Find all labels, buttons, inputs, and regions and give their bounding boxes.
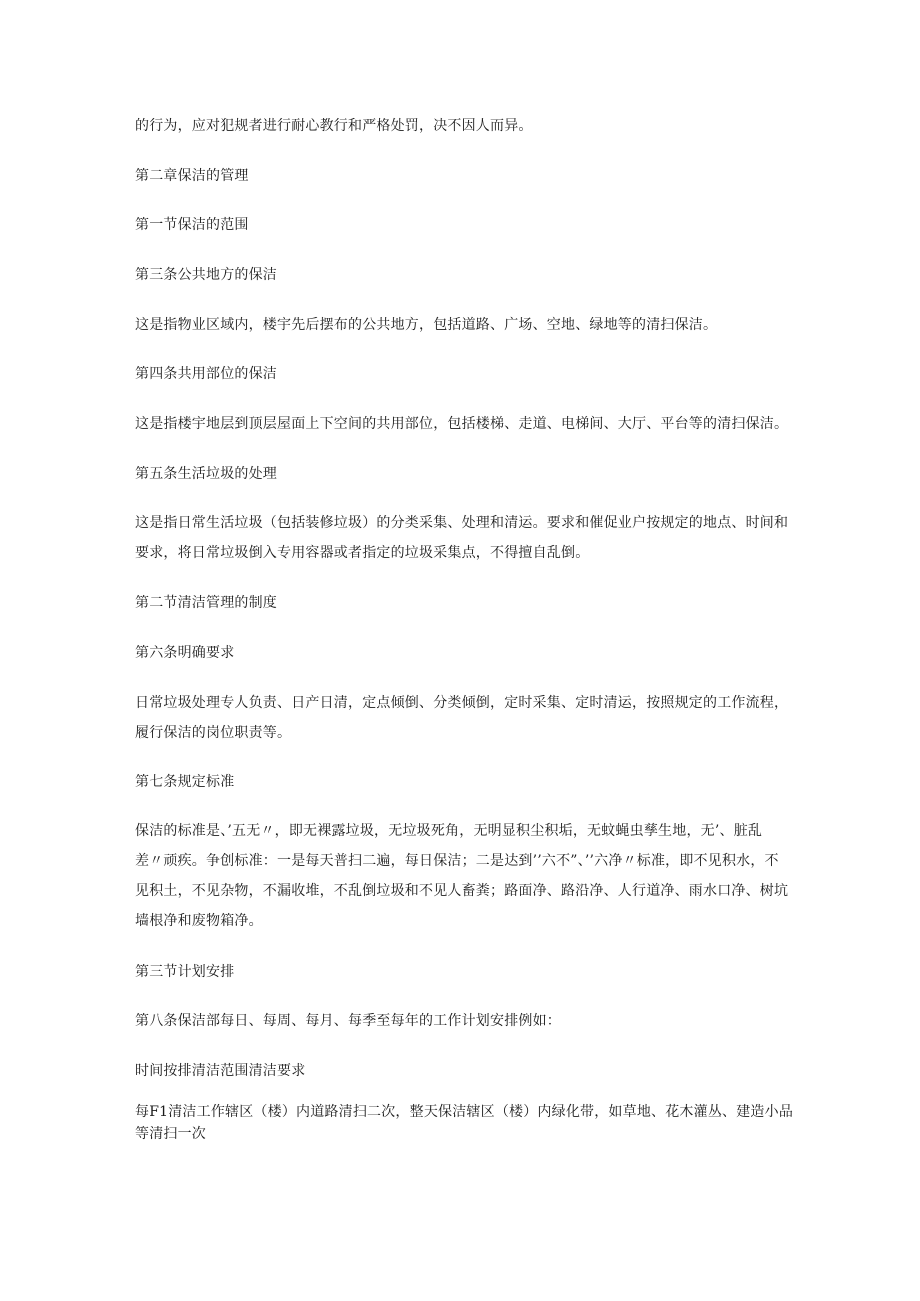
article-body bbox=[135, 816, 789, 936]
article-body: 这是指楼宇地层到顶层屋面上下空间的共用部位，包括楼梯、走道、电梯间、大厅、平台等的清扫保洁。 bbox=[135, 416, 789, 432]
article-heading: 第七条规定标准 bbox=[135, 774, 235, 790]
text-line: 日常垃圾处理专人负责、日产日清，定点倾倒、分类倾倒，定时采集、定时清运，按照规定的工作流程， bbox=[135, 695, 789, 711]
schedule-row bbox=[135, 1101, 794, 1145]
text-line: 墙根净和废物箱净。 bbox=[135, 913, 263, 929]
text-line: 差〃顽疾。争创标准：一是每天普扫二遍，每日保洁；二是达到’’六不”、’’六净〃标准，即不见积水，不 bbox=[135, 853, 779, 869]
section-heading: 第一节保洁的范围 bbox=[135, 217, 249, 233]
section-heading: 第三节计划安排 bbox=[135, 964, 235, 980]
article-body: 这是指物业区域内，楼宇先后摆布的公共地方，包括道路、广场、空地、绿地等的清扫保洁。 bbox=[135, 317, 718, 333]
paragraph-continuation: 的行为，应对犯规者进行耐心教行和严格处罚，决不因人而异。 bbox=[135, 118, 533, 134]
text-line: 保洁的标准是、’五无〃，即无裸露垃圾，无垃圾死角，无明显积尘积垢，无蚊蝇虫孳生地，无’、脏乱 bbox=[135, 823, 763, 839]
text-line: 等清扫一次 bbox=[135, 1126, 206, 1142]
text-line: 见积土，不见杂物，不漏收堆，不乱倒垃圾和不见人畜粪；路面净、路沿净、人行道净、雨水口净、树坑 bbox=[135, 883, 789, 899]
article-body bbox=[135, 688, 789, 748]
text-line: 履行保洁的岗位职责等。 bbox=[135, 725, 292, 741]
text-line: 这是指日常生活垃圾（包括装修垃圾）的分类采集、处理和清运。要求和催促业户按规定的地点、时间和 bbox=[135, 515, 789, 531]
section-heading: 第二节清洁管理的制度 bbox=[135, 595, 277, 611]
table-header-text: 时间按排清洁范围清洁要求 bbox=[135, 1063, 306, 1079]
article-heading: 第八条保洁部每日、每周、每月、每季至每年的工作计划安排例如： bbox=[135, 1013, 561, 1029]
article-heading: 第三条公共地方的保洁 bbox=[135, 267, 277, 283]
text-line: 要求，将日常垃圾倒入专用容器或者指定的垃圾采集点，不得擅自乱倒。 bbox=[135, 545, 590, 561]
article-heading: 第四条共用部位的保洁 bbox=[135, 366, 277, 382]
text-line: 每F1清洁工作辖区（楼）内道路清扫二次，整天保洁辖区（楼）内绿化带，如草地、花木灌丛、建造小品 bbox=[135, 1104, 794, 1120]
article-heading: 第五条生活垃圾的处理 bbox=[135, 466, 277, 482]
article-heading: 第六条明确要求 bbox=[135, 645, 235, 661]
article-body bbox=[135, 508, 789, 568]
chapter-heading: 第二章保洁的管理 bbox=[135, 168, 249, 184]
